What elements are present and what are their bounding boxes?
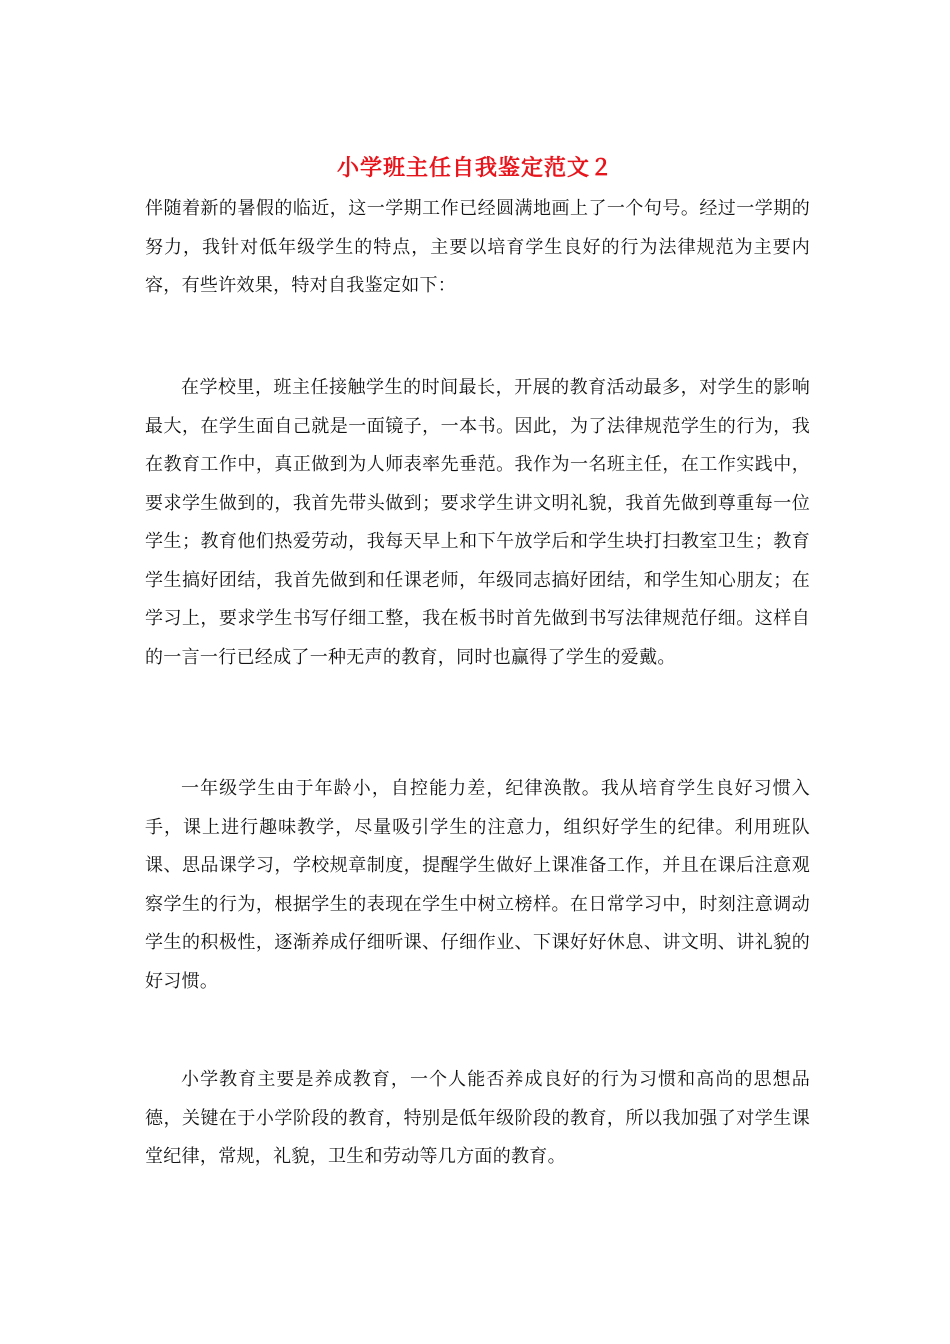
intro-paragraph: 伴随着新的暑假的临近，这一学期工作已经圆满地画上了一个句号。经过一学期的努力，我针对低年级学生的特点，主要以培育学生良好的行为法律规范为主要内容，有些许效果，特对自我鉴定如下：	[145, 198, 810, 296]
body-paragraph-first-grade-habits: 一年级学生由于年龄小，自控能力差，纪律涣散。我从培育学生良好习惯入手，课上进行趣味教学，尽量吸引学生的注意力，组织好学生的纪律。利用班队课、思品课学习，学校规章制度，提醒学生做好上课准备工作，并且在课后注意观察学生的行为，根据学生的表现在学生中树立榜样。在日常学习中，时刻注意调动学生的积极性，逐渐养成仔细听课、仔细作业、下课好好休息、讲文明、讲礼貌的好习惯。	[145, 778, 810, 992]
document-title: 小学班主任自我鉴定范文２	[336, 155, 613, 181]
body-paragraph-habit-education: 小学教育主要是养成教育，一个人能否养成良好的行为习惯和高尚的思想品德，关键在于小学阶段的教育，特别是低年级阶段的教育，所以我加强了对学生课堂纪律，常规，礼貌，卫生和劳动等几方面的教育。	[145, 1069, 810, 1167]
body-paragraph-teacher-example: 在学校里，班主任接触学生的时间最长，开展的教育活动最多，对学生的影响最大，在学生面自己就是一面镜子，一本书。因此，为了法律规范学生的行为，我在教育工作中，真正做到为人师表率先垂范。我作为一名班主任，在工作实践中，要求学生做到的，我首先带头做到；要求学生讲文明礼貌，我首先做到尊重每一位学生；教育他们热爱劳动，我每天早上和下午放学后和学生块打扫教室卫生；教育学生搞好团结，我首先做到和任课老师，年级同志搞好团结，和学生知心朋友；在学习上，要求学生书写仔细工整，我在板书时首先做到书写法律规范仔细。这样自的一言一行已经成了一种无声的教育，同时也赢得了学生的爱戴。	[145, 377, 810, 668]
